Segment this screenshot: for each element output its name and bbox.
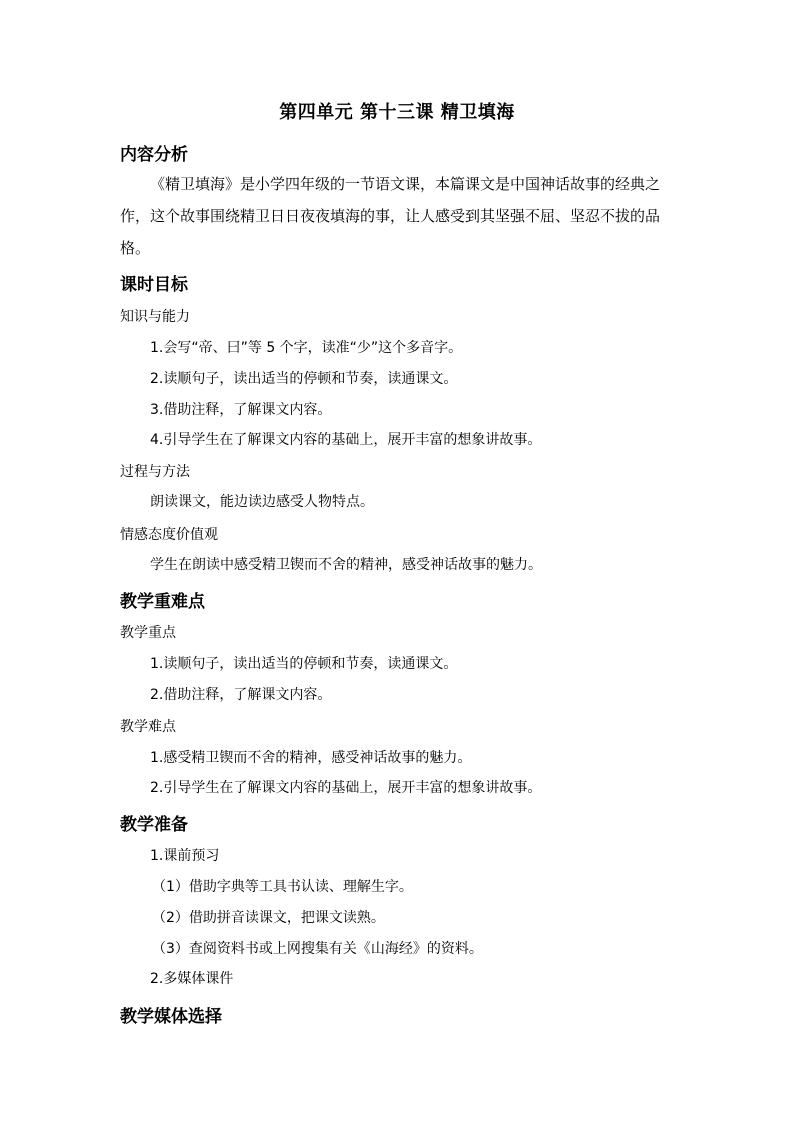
heading-process-method: 过程与方法 (120, 464, 190, 480)
heading-content-analysis: 内容分析 (120, 145, 188, 165)
knowledge-item-1: 1.会写“帝、曰”等 5 个字，读准“少”这个多音字。 (150, 340, 463, 356)
preparation-item-2: 2.多媒体课件 (150, 971, 234, 987)
heading-emotion-values: 情感态度价值观 (120, 527, 218, 543)
preparation-subitem-2: （2）借助拼音读课文，把课文读熟。 (152, 910, 385, 926)
preparation-item-1: 1.课前预习 (150, 848, 220, 864)
difficulty-item-2: 2.引导学生在了解课文内容的基础上，展开丰富的想象讲故事。 (150, 780, 542, 796)
content-analysis-paragraph: 《精卫填海》是小学四年级的一节语文课，本篇课文是中国神话故事的经典之作，这个故事围绕精卫日日夜夜填海的事，让人感受到其坚强不屈、坚忍不拔的品格。 (120, 175, 661, 257)
heading-objectives: 课时目标 (120, 275, 188, 295)
document-title: 第四单元 第十三课 精卫填海 (279, 102, 515, 123)
emotion-text: 学生在朗读中感受精卫锲而不舍的精神，感受神话故事的魅力。 (150, 557, 542, 573)
heading-teaching-difficulty: 教学难点 (120, 719, 176, 735)
knowledge-item-3: 3.借助注释，了解课文内容。 (150, 402, 332, 418)
knowledge-item-2: 2.读顺句子，读出适当的停顿和节奏，读通课文。 (150, 371, 458, 387)
focus-item-1: 1.读顺句子，读出适当的停顿和节奏，读通课文。 (150, 656, 458, 672)
preparation-subitem-3: （3）查阅资料书或上网搜集有关《山海经》的资料。 (152, 941, 483, 957)
heading-key-points: 教学重难点 (120, 592, 205, 612)
focus-item-2: 2.借助注释，了解课文内容。 (150, 687, 332, 703)
difficulty-item-1: 1.感受精卫锲而不舍的精神，感受神话故事的魅力。 (150, 750, 472, 766)
heading-media-selection: 教学媒体选择 (120, 1007, 222, 1027)
heading-teaching-focus: 教学重点 (120, 625, 176, 641)
process-text: 朗读课文，能边读边感受人物特点。 (150, 494, 374, 510)
heading-knowledge-ability: 知识与能力 (120, 309, 190, 325)
preparation-subitem-1: （1）借助字典等工具书认读、理解生字。 (152, 879, 413, 895)
heading-preparation: 教学准备 (120, 815, 188, 835)
knowledge-item-4: 4.引导学生在了解课文内容的基础上，展开丰富的想象讲故事。 (150, 432, 542, 448)
